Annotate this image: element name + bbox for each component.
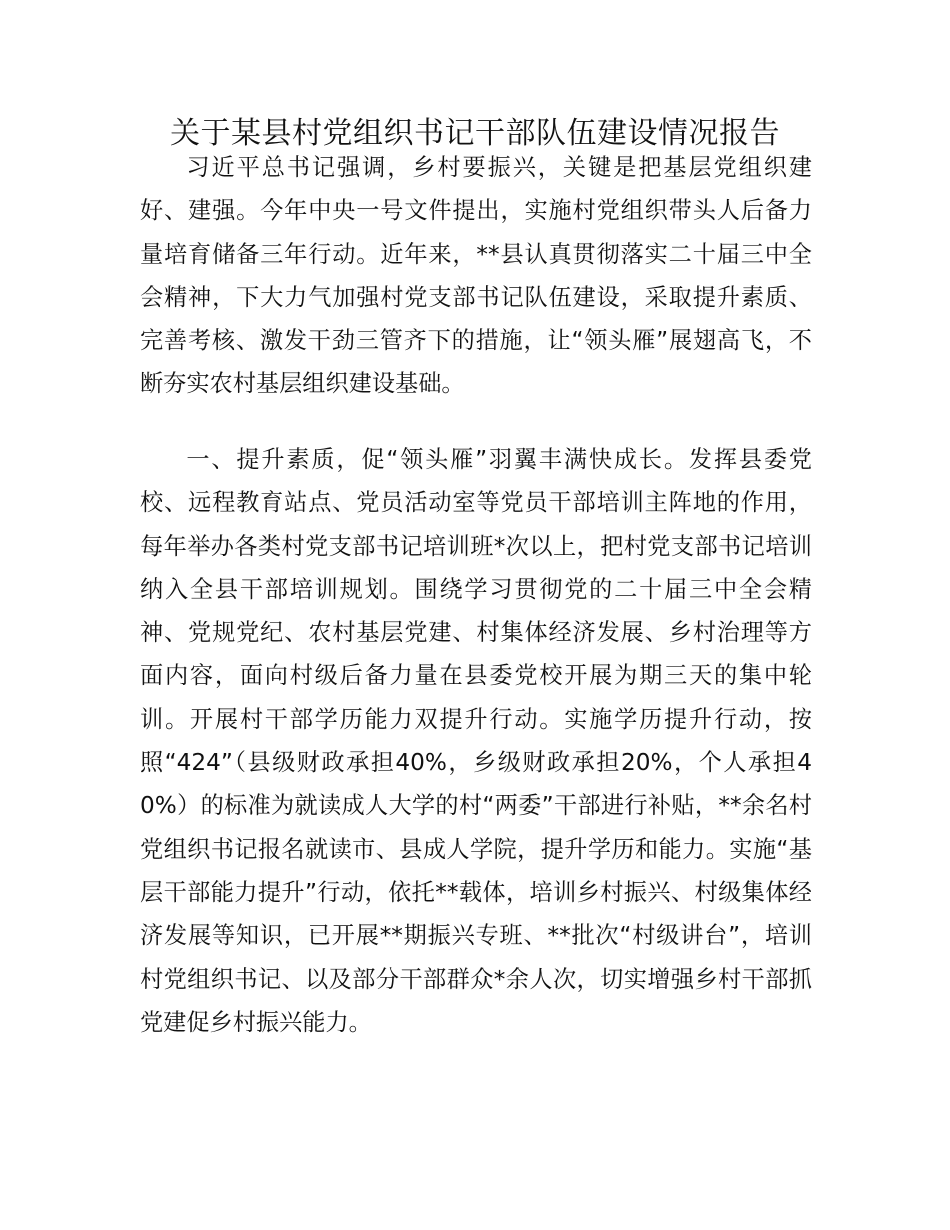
document-title: 关于某县村党组织书记干部队伍建设情况报告	[170, 116, 780, 151]
intro-paragraph: 习近平总书记强调，乡村要振兴，关键是把基层党组织建好、建强。今年中央一号文件提出，实施村党组织带头人后备力量培育储备三年行动。近年来，**县认真贯彻落实二十届三中全会精神，下大力气加强村党支部书记队伍建设，采取提升素质、完善考核、激发干劲三管齐下的措施，让“领头雁”展翅高飞，不断夯实农村基层组织建设基础。	[140, 154, 812, 398]
section-one-paragraph: 一、提升素质，促“领头雁”羽翼丰满快成长。发挥县委党校、远程教育站点、党员活动室等党员干部培训主阵地的作用，每年举办各类村党支部书记培训班*次以上，把村党支部书记培训纳入全县干部培训规划。围绕学习贯彻党的二十届三中全会精神、党规党纪、农村基层党建、村集体经济发展、乡村治理等方面内容，面向村级后备力量在县委党校开展为期三天的集中轮训。开展村干部学历能力双提升行动。实施学历提升行动，按照“424”（县级财政承担40%，乡级财政承担20%，个人承担40%）的标准为就读成人大学的村“两委”干部进行补贴，**余名村党组织书记报名就读市、县成人学院，提升学历和能力。实施“基层干部能力提升”行动，依托**载体，培训乡村振兴、村级集体经济发展等知识，已开展**期振兴专班、**批次“村级讲台”，培训村党组织书记、以及部分干部群众*余人次，切实增强乡村干部抓党建促乡村振兴能力。	[140, 446, 812, 1036]
